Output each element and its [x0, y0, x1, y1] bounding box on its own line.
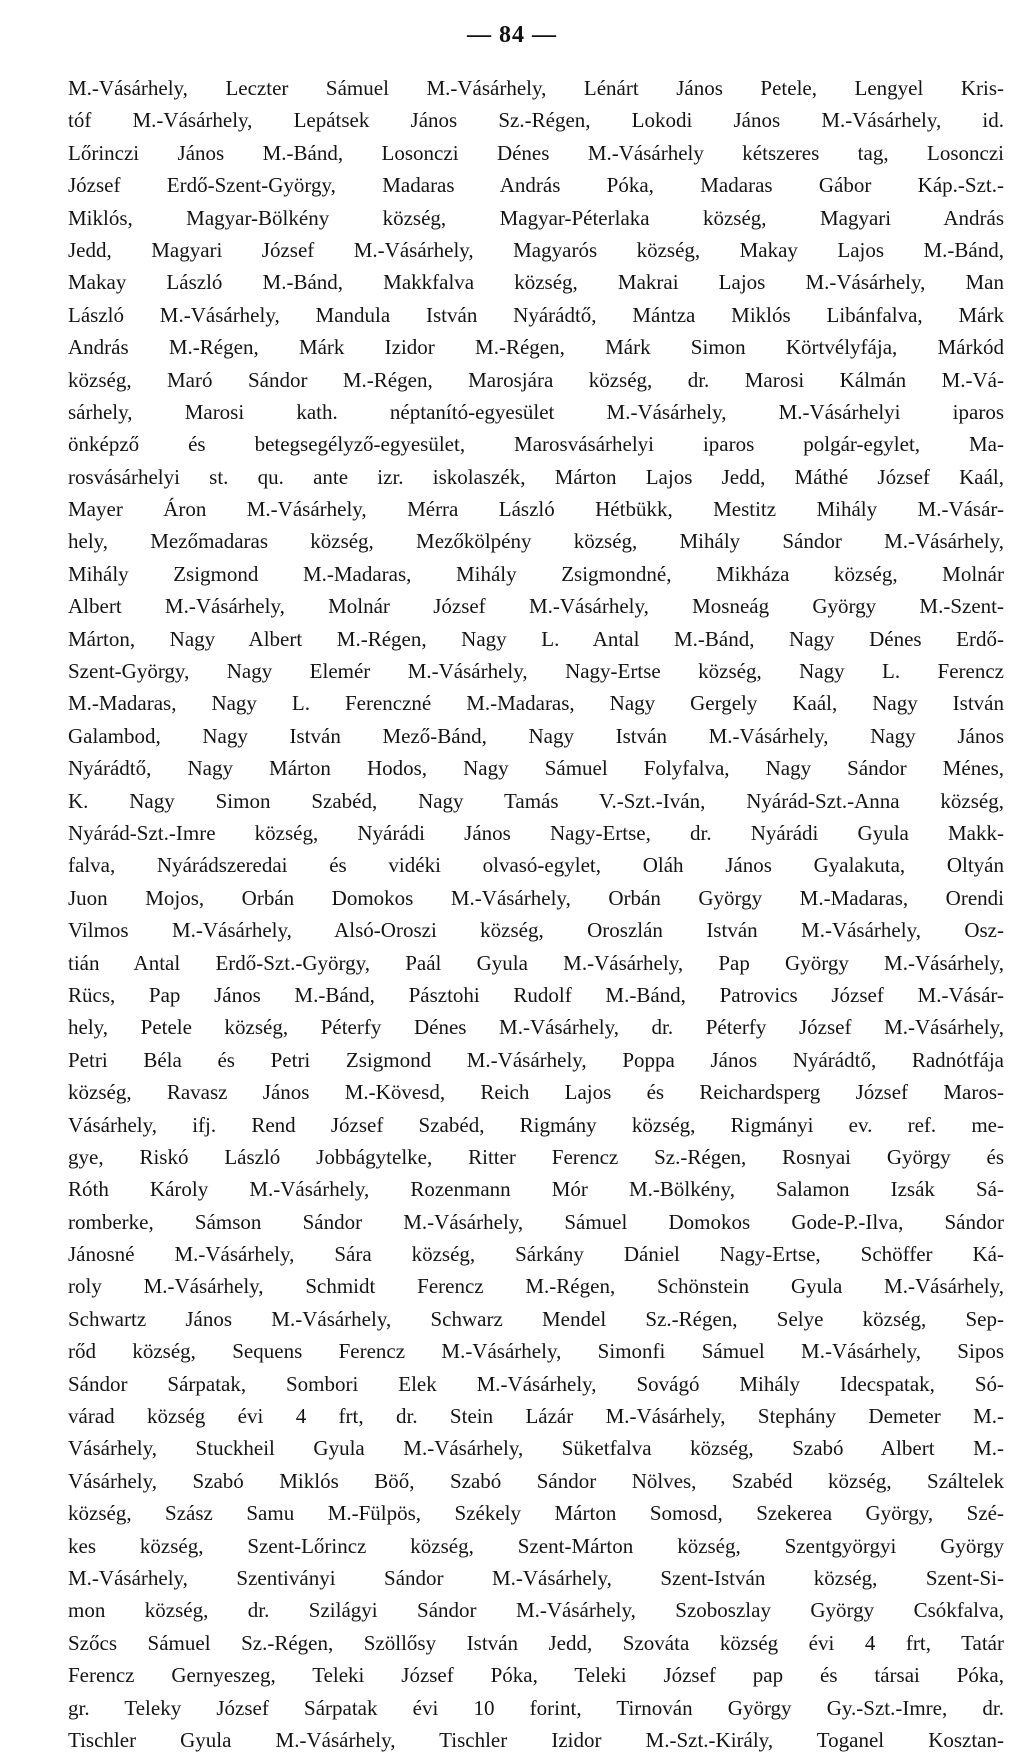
- text-line: romberke, Sámson Sándor M.-Vásárhely, Sámuel Domokos Gode-P.-Ilva, Sándor: [68, 1209, 1004, 1234]
- text-line: község, Szász Samu M.-Fülpös, Székely Márton Somosd, Szekerea György, Szé-: [68, 1501, 1004, 1526]
- text-line: Vásárhely, Szabó Miklós Böő, Szabó Sándor Nölves, Szabéd község, Száltelek: [68, 1468, 1004, 1493]
- text-line: Jánosné M.-Vásárhely, Sára község, Sárkány Dániel Nagy-Ertse, Schöffer Ká-: [68, 1242, 1004, 1267]
- text-line: Ferencz Gernyeszeg, Teleki József Póka, Teleki József pap és társai Póka,: [68, 1663, 1004, 1688]
- text-line: sárhely, Marosi kath. néptanító-egyesület M.-Vásárhely, M.-Vásárhelyi iparos: [68, 399, 1004, 424]
- text-line: rőd község, Sequens Ferencz M.-Vásárhely, Simonfi Sámuel M.-Vásárhely, Sipos: [68, 1339, 1004, 1364]
- text-line: Szent-György, Nagy Elemér M.-Vásárhely, Nagy-Ertse község, Nagy L. Ferencz: [68, 659, 1004, 684]
- text-line: József Erdő-Szent-György, Madaras András Póka, Madaras Gábor Káp.-Szt.-: [68, 173, 1004, 198]
- text-line: Lőrinczi János M.-Bánd, Losonczi Dénes M.-Vásárhely kétszeres tag, Losonczi: [68, 140, 1004, 165]
- text-line: Rücs, Pap János M.-Bánd, Pásztohi Rudolf M.-Bánd, Patrovics József M.-Vásár-: [68, 982, 1004, 1007]
- text-line: gr. Teleky József Sárpatak évi 10 forint, Tirnován György Gy.-Szt.-Imre, dr.: [68, 1695, 1004, 1720]
- text-line: Jedd, Magyari József M.-Vásárhely, Magyarós község, Makay Lajos M.-Bánd,: [68, 237, 1004, 262]
- text-line: M.-Vásárhely, Leczter Sámuel M.-Vásárhely, Lénárt János Petele, Lengyel Kris-: [68, 76, 1004, 100]
- text-line: várad község évi 4 frt, dr. Stein Lázár M.-Vásárhely, Stephány Demeter M.-: [68, 1404, 1004, 1429]
- text-line: Vásárhely, ifj. Rend József Szabéd, Rigmány község, Rigmányi ev. ref. me-: [68, 1112, 1004, 1137]
- text-line: Nyárádtő, Nagy Márton Hodos, Nagy Sámuel Folyfalva, Nagy Sándor Ménes,: [68, 756, 1004, 781]
- text-line: Juon Mojos, Orbán Domokos M.-Vásárhely, Orbán György M.-Madaras, Orendi: [68, 885, 1004, 910]
- text-line: Szőcs Sámuel Sz.-Régen, Szöllősy István Jedd, Szováta község évi 4 frt, Tatár: [68, 1630, 1004, 1655]
- text-line: Albert M.-Vásárhely, Molnár József M.-Vásárhely, Mosneág György M.-Szent-: [68, 594, 1004, 619]
- text-line: önképző és betegsegélyző-egyesület, Marosvásárhelyi iparos polgár-egylet, Ma-: [68, 432, 1004, 457]
- body-text: [68, 72, 1004, 1756]
- text-line: Vásárhely, Stuckheil Gyula M.-Vásárhely, Süketfalva község, Szabó Albert M.-: [68, 1436, 1004, 1461]
- text-line: roly M.-Vásárhely, Schmidt Ferencz M.-Régen, Schönstein Gyula M.-Vásárhely,: [68, 1274, 1004, 1299]
- text-line: Tischler Gyula M.-Vásárhely, Tischler Izidor M.-Szt.-Király, Toganel Kosztan-: [68, 1727, 1004, 1752]
- text-line: falva, Nyárádszeredai és vidéki olvasó-egylet, Oláh János Gyalakuta, Oltyán: [68, 853, 1004, 878]
- text-line: Miklós, Magyar-Bölkény község, Magyar-Péterlaka község, Magyari András: [68, 205, 1004, 230]
- text-line: M.-Madaras, Nagy L. Ferenczné M.-Madaras, Nagy Gergely Kaál, Nagy István: [68, 691, 1004, 716]
- text-line: kes község, Szent-Lőrincz község, Szent-Márton község, Szentgyörgyi György: [68, 1533, 1004, 1558]
- text-line: gye, Riskó László Jobbágytelke, Ritter Ferencz Sz.-Régen, Rosnyai György és: [68, 1144, 1004, 1169]
- text-line: Mayer Áron M.-Vásárhely, Mérra László Hétbükk, Mestitz Mihály M.-Vásár-: [68, 497, 1004, 522]
- text-line: hely, Petele község, Péterfy Dénes M.-Vásárhely, dr. Péterfy József M.-Vásárhely,: [68, 1015, 1004, 1040]
- text-line: község, Maró Sándor M.-Régen, Marosjára község, dr. Marosi Kálmán M.-Vá-: [68, 367, 1004, 392]
- text-line: Vilmos M.-Vásárhely, Alsó-Oroszi község, Oroszlán István M.-Vásárhely, Osz-: [68, 918, 1004, 943]
- text-line: K. Nagy Simon Szabéd, Nagy Tamás V.-Szt.-Iván, Nyárád-Szt.-Anna község,: [68, 788, 1004, 813]
- text-line: Petri Béla és Petri Zsigmond M.-Vásárhely, Poppa János Nyárádtő, Radnótfája: [68, 1047, 1004, 1072]
- text-line: tóf M.-Vásárhely, Lepátsek János Sz.-Régen, Lokodi János M.-Vásárhely, id.: [68, 108, 1004, 133]
- text-line: Makay László M.-Bánd, Makkfalva község, Makrai Lajos M.-Vásárhely, Man: [68, 270, 1004, 295]
- text-line: mon község, dr. Szilágyi Sándor M.-Vásárhely, Szoboszlay György Csókfalva,: [68, 1598, 1004, 1623]
- text-line: László M.-Vásárhely, Mandula István Nyárádtő, Mántza Miklós Libánfalva, Márk: [68, 302, 1004, 327]
- text-line: hely, Mezőmadaras község, Mezőkölpény község, Mihály Sándor M.-Vásárhely,: [68, 529, 1004, 554]
- text-line: Sándor Sárpatak, Sombori Elek M.-Vásárhely, Sovágó Mihály Idecspatak, Só-: [68, 1371, 1004, 1396]
- text-line: Róth Károly M.-Vásárhely, Rozenmann Mór M.-Bölkény, Salamon Izsák Sá-: [68, 1177, 1004, 1202]
- text-line: Schwartz János M.-Vásárhely, Schwarz Mendel Sz.-Régen, Selye község, Sep-: [68, 1306, 1004, 1331]
- text-line: András M.-Régen, Márk Izidor M.-Régen, Márk Simon Körtvélyfája, Márkód: [68, 335, 1004, 360]
- text-line: Márton, Nagy Albert M.-Régen, Nagy L. Antal M.-Bánd, Nagy Dénes Erdő-: [68, 626, 1004, 651]
- text-line: község, Ravasz János M.-Kövesd, Reich Lajos és Reichardsperg József Maros-: [68, 1080, 1004, 1105]
- text-line: M.-Vásárhely, Szentiványi Sándor M.-Vásárhely, Szent-István község, Szent-Si-: [68, 1565, 1004, 1590]
- text-line: tián Antal Erdő-Szt.-György, Paál Gyula M.-Vásárhely, Pap György M.-Vásárhely,: [68, 950, 1004, 975]
- text-line: rosvásárhelyi st. qu. ante izr. iskolaszék, Márton Lajos Jedd, Máthé József Kaál,: [68, 464, 1004, 489]
- text-line: Nyárád-Szt.-Imre község, Nyárádi János Nagy-Ertse, dr. Nyárádi Gyula Makk-: [68, 820, 1004, 845]
- text-line: Galambod, Nagy István Mező-Bánd, Nagy István M.-Vásárhely, Nagy János: [68, 723, 1004, 748]
- text-line: Mihály Zsigmond M.-Madaras, Mihály Zsigmondné, Mikháza község, Molnár: [68, 561, 1004, 586]
- page-number: — 84 —: [467, 22, 557, 48]
